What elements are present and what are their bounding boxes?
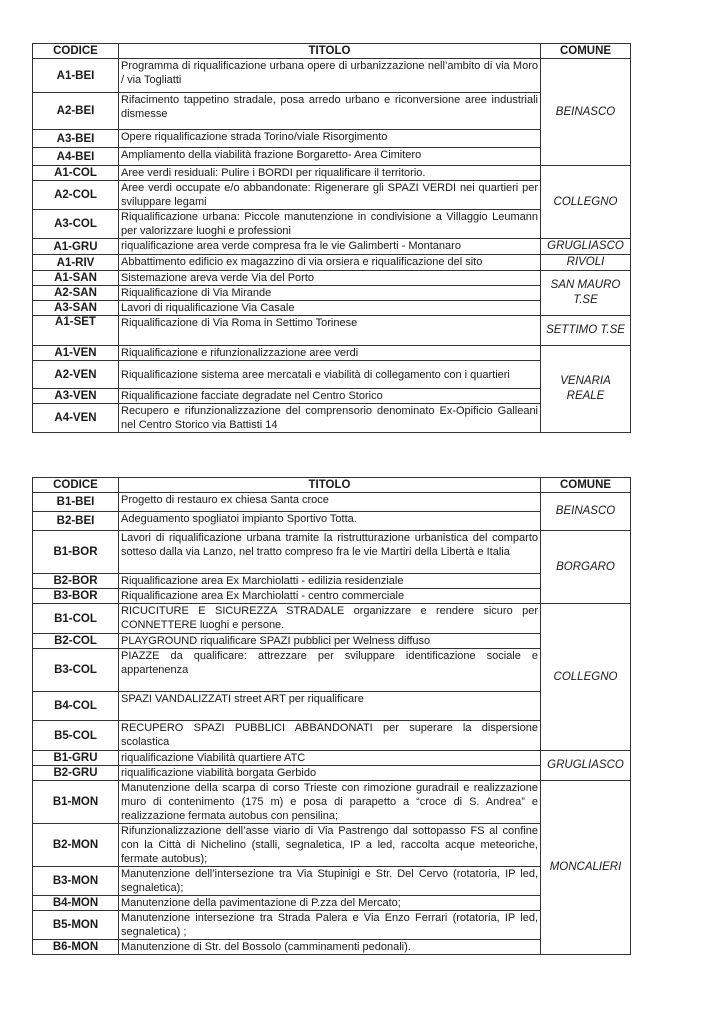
header-titolo: TITOLO: [119, 44, 541, 59]
comune-cell: MONCALIERI: [541, 781, 631, 955]
interventi-table-a: [32, 43, 631, 433]
table-row: [33, 751, 631, 766]
row-code: A4-VEN: [33, 404, 119, 433]
comune-cell: VENARIA REALE: [541, 346, 631, 433]
row-code: A3-SAN: [33, 301, 119, 316]
row-code: A1-SAN: [33, 271, 119, 286]
table-row: [33, 781, 631, 824]
row-code: A1-COL: [33, 166, 119, 181]
row-code: B2-MON: [33, 824, 119, 867]
row-code: A1-BEI: [33, 59, 119, 93]
row-title: SPAZI VANDALIZZATI street ART per riqualificare: [119, 692, 541, 721]
row-title: Recupero e rifunzionalizzazione del comprensorio denominato Ex-Opificio Galleani nel Centro Storico via Battisti 14: [119, 404, 541, 433]
row-code: A1-VEN: [33, 346, 119, 361]
row-title: Riqualificazione urbana: Piccole manutenzione in condivisione a Villaggio Leumann per valorizzare luoghi e professioni: [119, 210, 541, 239]
comune-cell: GRUGLIASCO: [541, 751, 631, 781]
table-row: [33, 604, 631, 634]
row-code: B2-BOR: [33, 574, 119, 589]
row-code: B3-BOR: [33, 589, 119, 604]
table-row: [33, 316, 631, 346]
row-title: Riqualificazione area Ex Marchiolatti - edilizia residenziale: [119, 574, 541, 589]
row-code: B6-MON: [33, 940, 119, 955]
row-code: A2-BEI: [33, 93, 119, 130]
row-code: B1-COL: [33, 604, 119, 634]
header-codice: CODICE: [33, 44, 119, 59]
row-title: riqualificazione viabilità borgata Gerbido: [119, 766, 541, 781]
row-title: PLAYGROUND riqualificare SPAZI pubblici per Welness diffuso: [119, 634, 541, 649]
row-title: Aree verdi occupate e/o abbandonate: Rigenerare gli SPAZI VERDI nei quartieri per sviluppare legami: [119, 181, 541, 210]
table-row: [33, 255, 631, 271]
comune-cell: COLLEGNO: [541, 604, 631, 751]
row-title: PIAZZE da qualificare: attrezzare per sviluppare identificazione sociale e appartenenza: [119, 649, 541, 692]
comune-cell: SETTIMO T.SE: [541, 316, 631, 346]
row-title: Aree verdi residuali: Pulire i BORDI per riqualificare il territorio.: [119, 166, 541, 181]
row-title: Adeguamento spogliatoi impianto Sportivo Totta.: [119, 512, 541, 531]
comune-cell: RIVOLI: [541, 255, 631, 271]
table-row: [33, 346, 631, 361]
row-code: B3-MON: [33, 867, 119, 896]
row-title: RECUPERO SPAZI PUBBLICI ABBANDONATI per superare la dispersione scolastica: [119, 721, 541, 751]
row-title: Manutenzione intersezione tra Strada Palera e Via Enzo Ferrari (rotatoria, IP led, segnaletica) ;: [119, 911, 541, 940]
comune-cell: BEINASCO: [541, 493, 631, 531]
row-code: B1-MON: [33, 781, 119, 824]
row-code: A2-VEN: [33, 361, 119, 389]
row-title: Sistemazione areva verde Via del Porto: [119, 271, 541, 286]
row-code: B5-COL: [33, 721, 119, 751]
row-code: B1-BEI: [33, 493, 119, 512]
row-title: Riqualificazione di Via Roma in Settimo Torinese: [119, 316, 541, 346]
row-title: Programma di riqualificazione urbana opere di urbanizzazione nell’ambito di via Moro / via Togliatti: [119, 59, 541, 93]
table-row: [33, 59, 631, 93]
row-title: Lavori di riqualificazione Via Casale: [119, 301, 541, 316]
row-title: Manutenzione della pavimentazione di P.zza del Mercato;: [119, 896, 541, 911]
row-title: Rifacimento tappetino stradale, posa arredo urbano e riconversione aree industriali dismesse: [119, 93, 541, 130]
row-code: B1-BOR: [33, 531, 119, 574]
row-title: Riqualificazione area Ex Marchiolatti - centro commerciale: [119, 589, 541, 604]
table-row: [33, 531, 631, 574]
row-code: A3-VEN: [33, 389, 119, 404]
row-code: A3-COL: [33, 210, 119, 239]
row-title: RICUCITURE E SICUREZZA STRADALE organizzare e rendere sicuro per CONNETTERE luoghi e persone.: [119, 604, 541, 634]
table-row: [33, 166, 631, 181]
row-code: B2-COL: [33, 634, 119, 649]
row-title: Manutenzione della scarpa di corso Trieste con rimozione guradrail e realizzazione muro di contenimento (175 m) e posa di parapetto a “croce di S. Andrea” e realizzazione fermata autobus con pensilina;: [119, 781, 541, 824]
table-row: [33, 493, 631, 512]
row-code: A4-BEI: [33, 148, 119, 166]
table-row: [33, 271, 631, 286]
row-title: Riqualificazione sistema aree mercatali e viabilità di collegamento con i quartieri: [119, 361, 541, 389]
row-title: Riqualificazione di Via Mirande: [119, 286, 541, 301]
comune-cell: SAN MAURO T.SE: [541, 271, 631, 316]
row-title: Ampliamento della viabilità frazione Borgaretto- Area Cimitero: [119, 148, 541, 166]
row-code: A1-SET: [33, 316, 119, 346]
row-title: riqualificazione Viabilità quartiere ATC: [119, 751, 541, 766]
row-code: B2-BEI: [33, 512, 119, 531]
header-row: [33, 44, 631, 59]
row-title: riqualificazione area verde compresa fra le vie Galimberti - Montanaro: [119, 239, 541, 255]
row-title: Lavori di riqualificazione urbana tramite la ristrutturazione urbanistica del comparto sotteso dalla via Lanzo, nel tratto compreso fra le vie Martiri della Libertà e Italia: [119, 531, 541, 574]
comune-cell: COLLEGNO: [541, 166, 631, 239]
header-codice: CODICE: [33, 478, 119, 493]
row-code: A2-SAN: [33, 286, 119, 301]
row-code: B5-MON: [33, 911, 119, 940]
header-row: [33, 478, 631, 493]
row-code: A3-BEI: [33, 130, 119, 148]
row-title: Opere riqualificazione strada Torino/viale Risorgimento: [119, 130, 541, 148]
comune-cell: BEINASCO: [541, 59, 631, 166]
header-titolo: TITOLO: [119, 478, 541, 493]
row-code: B2-GRU: [33, 766, 119, 781]
row-code: A2-COL: [33, 181, 119, 210]
row-title: Riqualificazione facciate degradate nel Centro Storico: [119, 389, 541, 404]
row-title: Riqualificazione e rifunzionalizzazione aree verdi: [119, 346, 541, 361]
comune-cell: GRUGLIASCO: [541, 239, 631, 255]
row-code: B1-GRU: [33, 751, 119, 766]
header-comune: COMUNE: [541, 478, 631, 493]
row-title: Abbattimento edificio ex magazzino di via orsiera e riqualificazione del sito: [119, 255, 541, 271]
row-title: Manutenzione dell’intersezione tra Via Stupinigi e Str. Del Cervo (rotatoria, IP led, segnaletica);: [119, 867, 541, 896]
header-comune: COMUNE: [541, 44, 631, 59]
row-title: Progetto di restauro ex chiesa Santa croce: [119, 493, 541, 512]
interventi-table-b: [32, 477, 631, 955]
table-row: [33, 239, 631, 255]
row-code: A1-GRU: [33, 239, 119, 255]
row-code: B4-MON: [33, 896, 119, 911]
row-code: B4-COL: [33, 692, 119, 721]
row-title: Manutenzione di Str. del Bossolo (camminamenti pedonali).: [119, 940, 541, 955]
row-code: B3-COL: [33, 649, 119, 692]
row-title: Rifunzionalizzazione dell’asse viario di Via Pastrengo dal sottopasso FS al confine con la Città di Nichelino (stalli, segnaletica, IP a led, raccolta acque meteoriche, fermate autobus);: [119, 824, 541, 867]
row-code: A1-RIV: [33, 255, 119, 271]
comune-cell: BORGARO: [541, 531, 631, 604]
